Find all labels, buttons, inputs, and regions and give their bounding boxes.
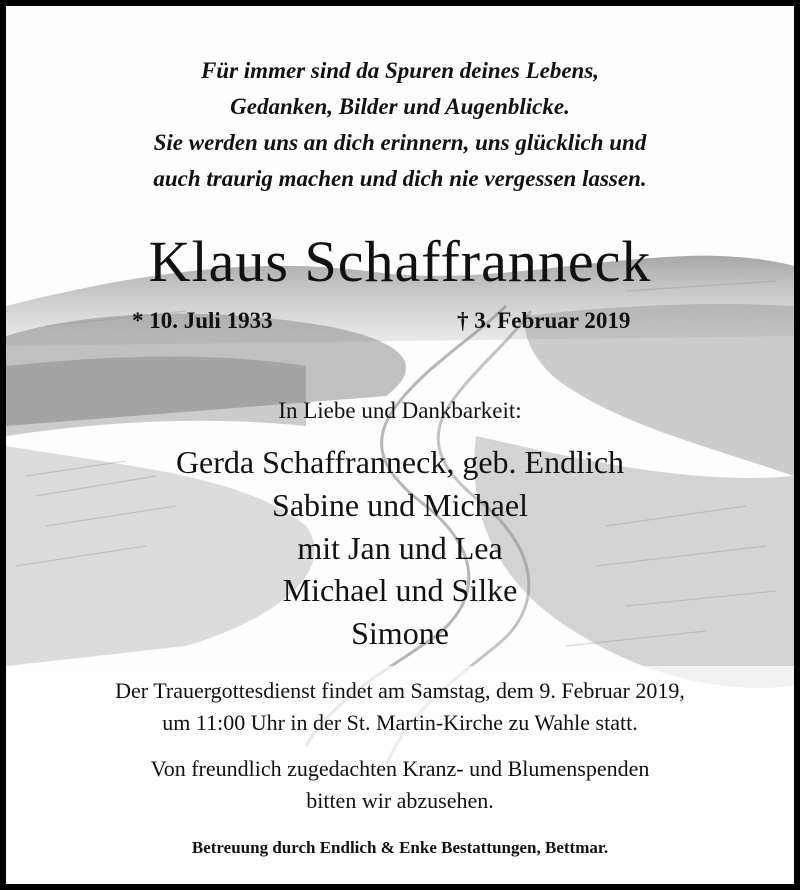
birth-date: * 10. Juli 1933 — [132, 308, 273, 333]
mourner-name: Gerda Schaffranneck, geb. Endlich — [175, 444, 625, 480]
poem-line: Gedanken, Bilder und Augenblicke. — [230, 94, 570, 119]
service-info-line: um 11:00 Uhr in der St. Martin-Kirche zu Wahle statt. — [162, 710, 638, 735]
poem-line: Für immer sind da Spuren deines Lebens, — [200, 58, 600, 83]
mourner-name: Michael und Silke — [282, 572, 518, 608]
flowers-note-line: Von freundlich zugedachten Kranz- und Blumenspenden — [150, 756, 650, 781]
flowers-note-line: bitten wir abzusehen. — [306, 788, 494, 813]
poem-line: auch traurig machen und dich nie vergessen lassen. — [153, 166, 647, 191]
deceased-name: Klaus Schaffranneck — [148, 229, 652, 294]
mourner-name: Sabine und Michael — [272, 487, 528, 523]
mourner-name: mit Jan und Lea — [297, 530, 503, 566]
mourner-name: Simone — [351, 615, 449, 651]
service-info-line: Der Trauergottesdienst findet am Samstag, dem 9. Februar 2019, — [115, 678, 685, 703]
death-date: † 3. Februar 2019 — [457, 308, 631, 333]
undertaker-note: Betreuung durch Endlich & Enke Bestattungen, Bettmar. — [191, 838, 609, 857]
poem-line: Sie werden uns an dich erinnern, uns glücklich und — [153, 130, 647, 155]
mourners-intro: In Liebe und Dankbarkeit: — [278, 398, 522, 423]
